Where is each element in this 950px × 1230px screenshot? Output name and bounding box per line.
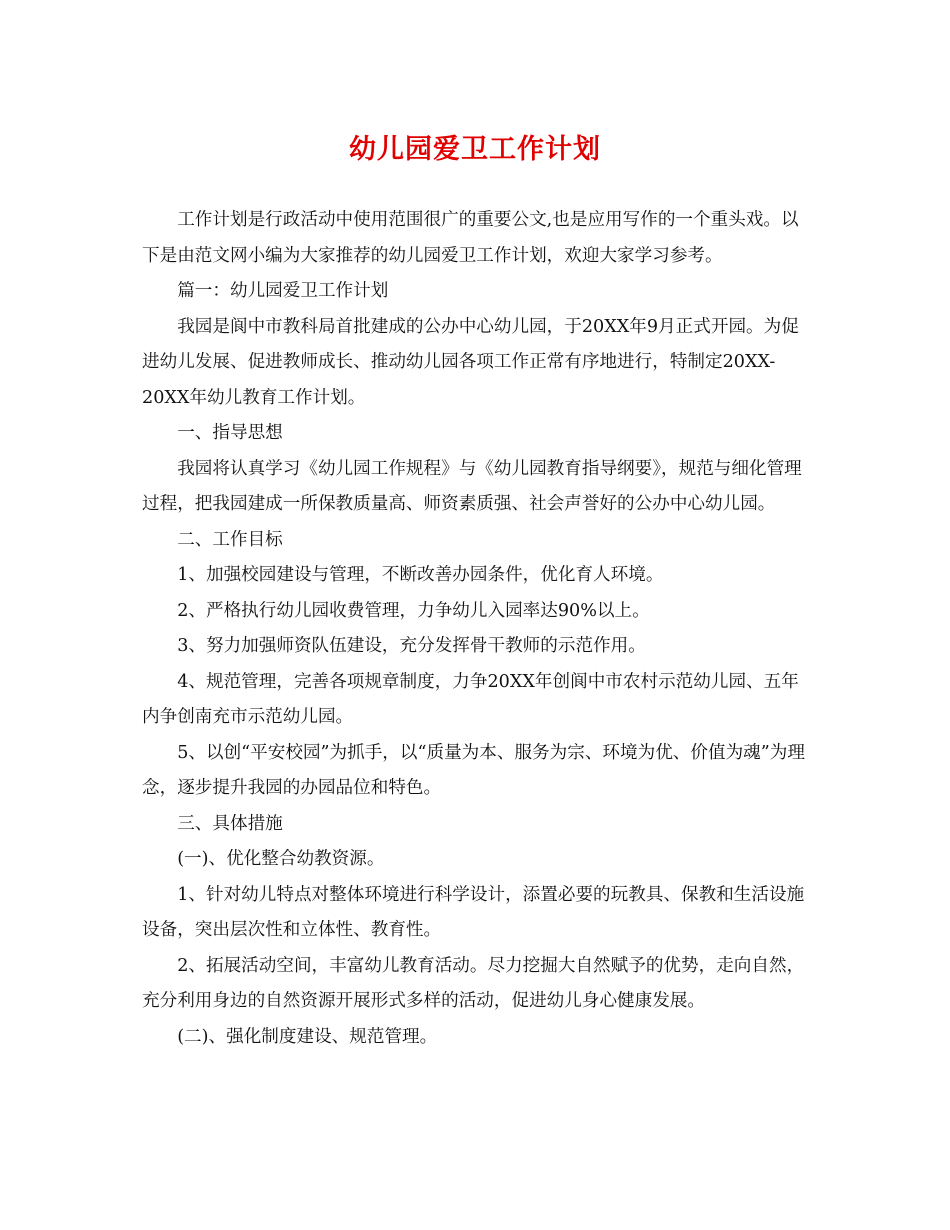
measure-item-1: 1、针对幼儿特点对整体环境进行科学设计，添置必要的玩教具、保教和生活设施设备，突出层次性和立体性、教育性。 (142, 884, 805, 940)
goal-item-2: 2、严格执行幼儿园收费管理，力争幼儿入园率达90%以上。 (177, 600, 650, 621)
section-heading-measures: 三、具体措施 (177, 813, 283, 834)
goal-item-4: 4、规范管理，完善各项规章制度，力争20XX年创阆中市农村示范幼儿园、五年内争创南充市示范幼儿园。 (142, 671, 799, 727)
goal-item-1: 1、加强校园建设与管理，不断改善办园条件，优化育人环境。 (177, 565, 664, 585)
subsection-heading-management: (二)、强化制度建设、规范管理。 (177, 1026, 438, 1047)
goal-item-3: 3、努力加强师资队伍建设，充分发挥骨干教师的示范作用。 (177, 636, 646, 656)
goal-item-5: 5、以创“平安校园”为抓手，以“质量为本、服务为宗、环境为优、价值为魂”为理念，逐步提升我园的办园品位和特色。 (142, 742, 805, 798)
paragraph-guiding-ideology: 我园将认真学习《幼儿园工作规程》与《幼儿园教育指导纲要》，规范与细化管理过程，把我园建成一所保教质量高、师资素质强、社会声誉好的公办中心幼儿园。 (142, 458, 802, 514)
section-heading-guiding-ideology: 一、指导思想 (177, 423, 283, 443)
paragraph-background: 我园是阆中市教科局首批建成的公办中心幼儿园，于20XX年9月正式开园。为促进幼儿发展、促进教师成长、推动幼儿园各项工作正常有序地进行，特制定20XX-20XX年幼儿教育工作计划。 (142, 316, 799, 408)
section-heading-work-goals: 二、工作目标 (177, 529, 283, 550)
subsection-heading-resources: (一)、优化整合幼教资源。 (177, 849, 385, 869)
document-title: 幼儿园爱卫工作计划 (349, 134, 601, 165)
document-body (142, 203, 812, 1055)
paragraph-intro: 工作计划是行政活动中使用范围很广的重要公文,也是应用写作的一个重头戏。以下是由范文网小编为大家推荐的幼儿园爱卫工作计划，欢迎大家学习参考。 (142, 210, 799, 266)
measure-item-2: 2、拓展活动空间，丰富幼儿教育活动。尽力挖掘大自然赋予的优势，走向自然，充分利用身边的自然资源开展形式多样的活动，促进幼儿身心健康发展。 (142, 955, 805, 1011)
paragraph-part-one-heading: 篇一：幼儿园爱卫工作计划 (177, 281, 389, 301)
